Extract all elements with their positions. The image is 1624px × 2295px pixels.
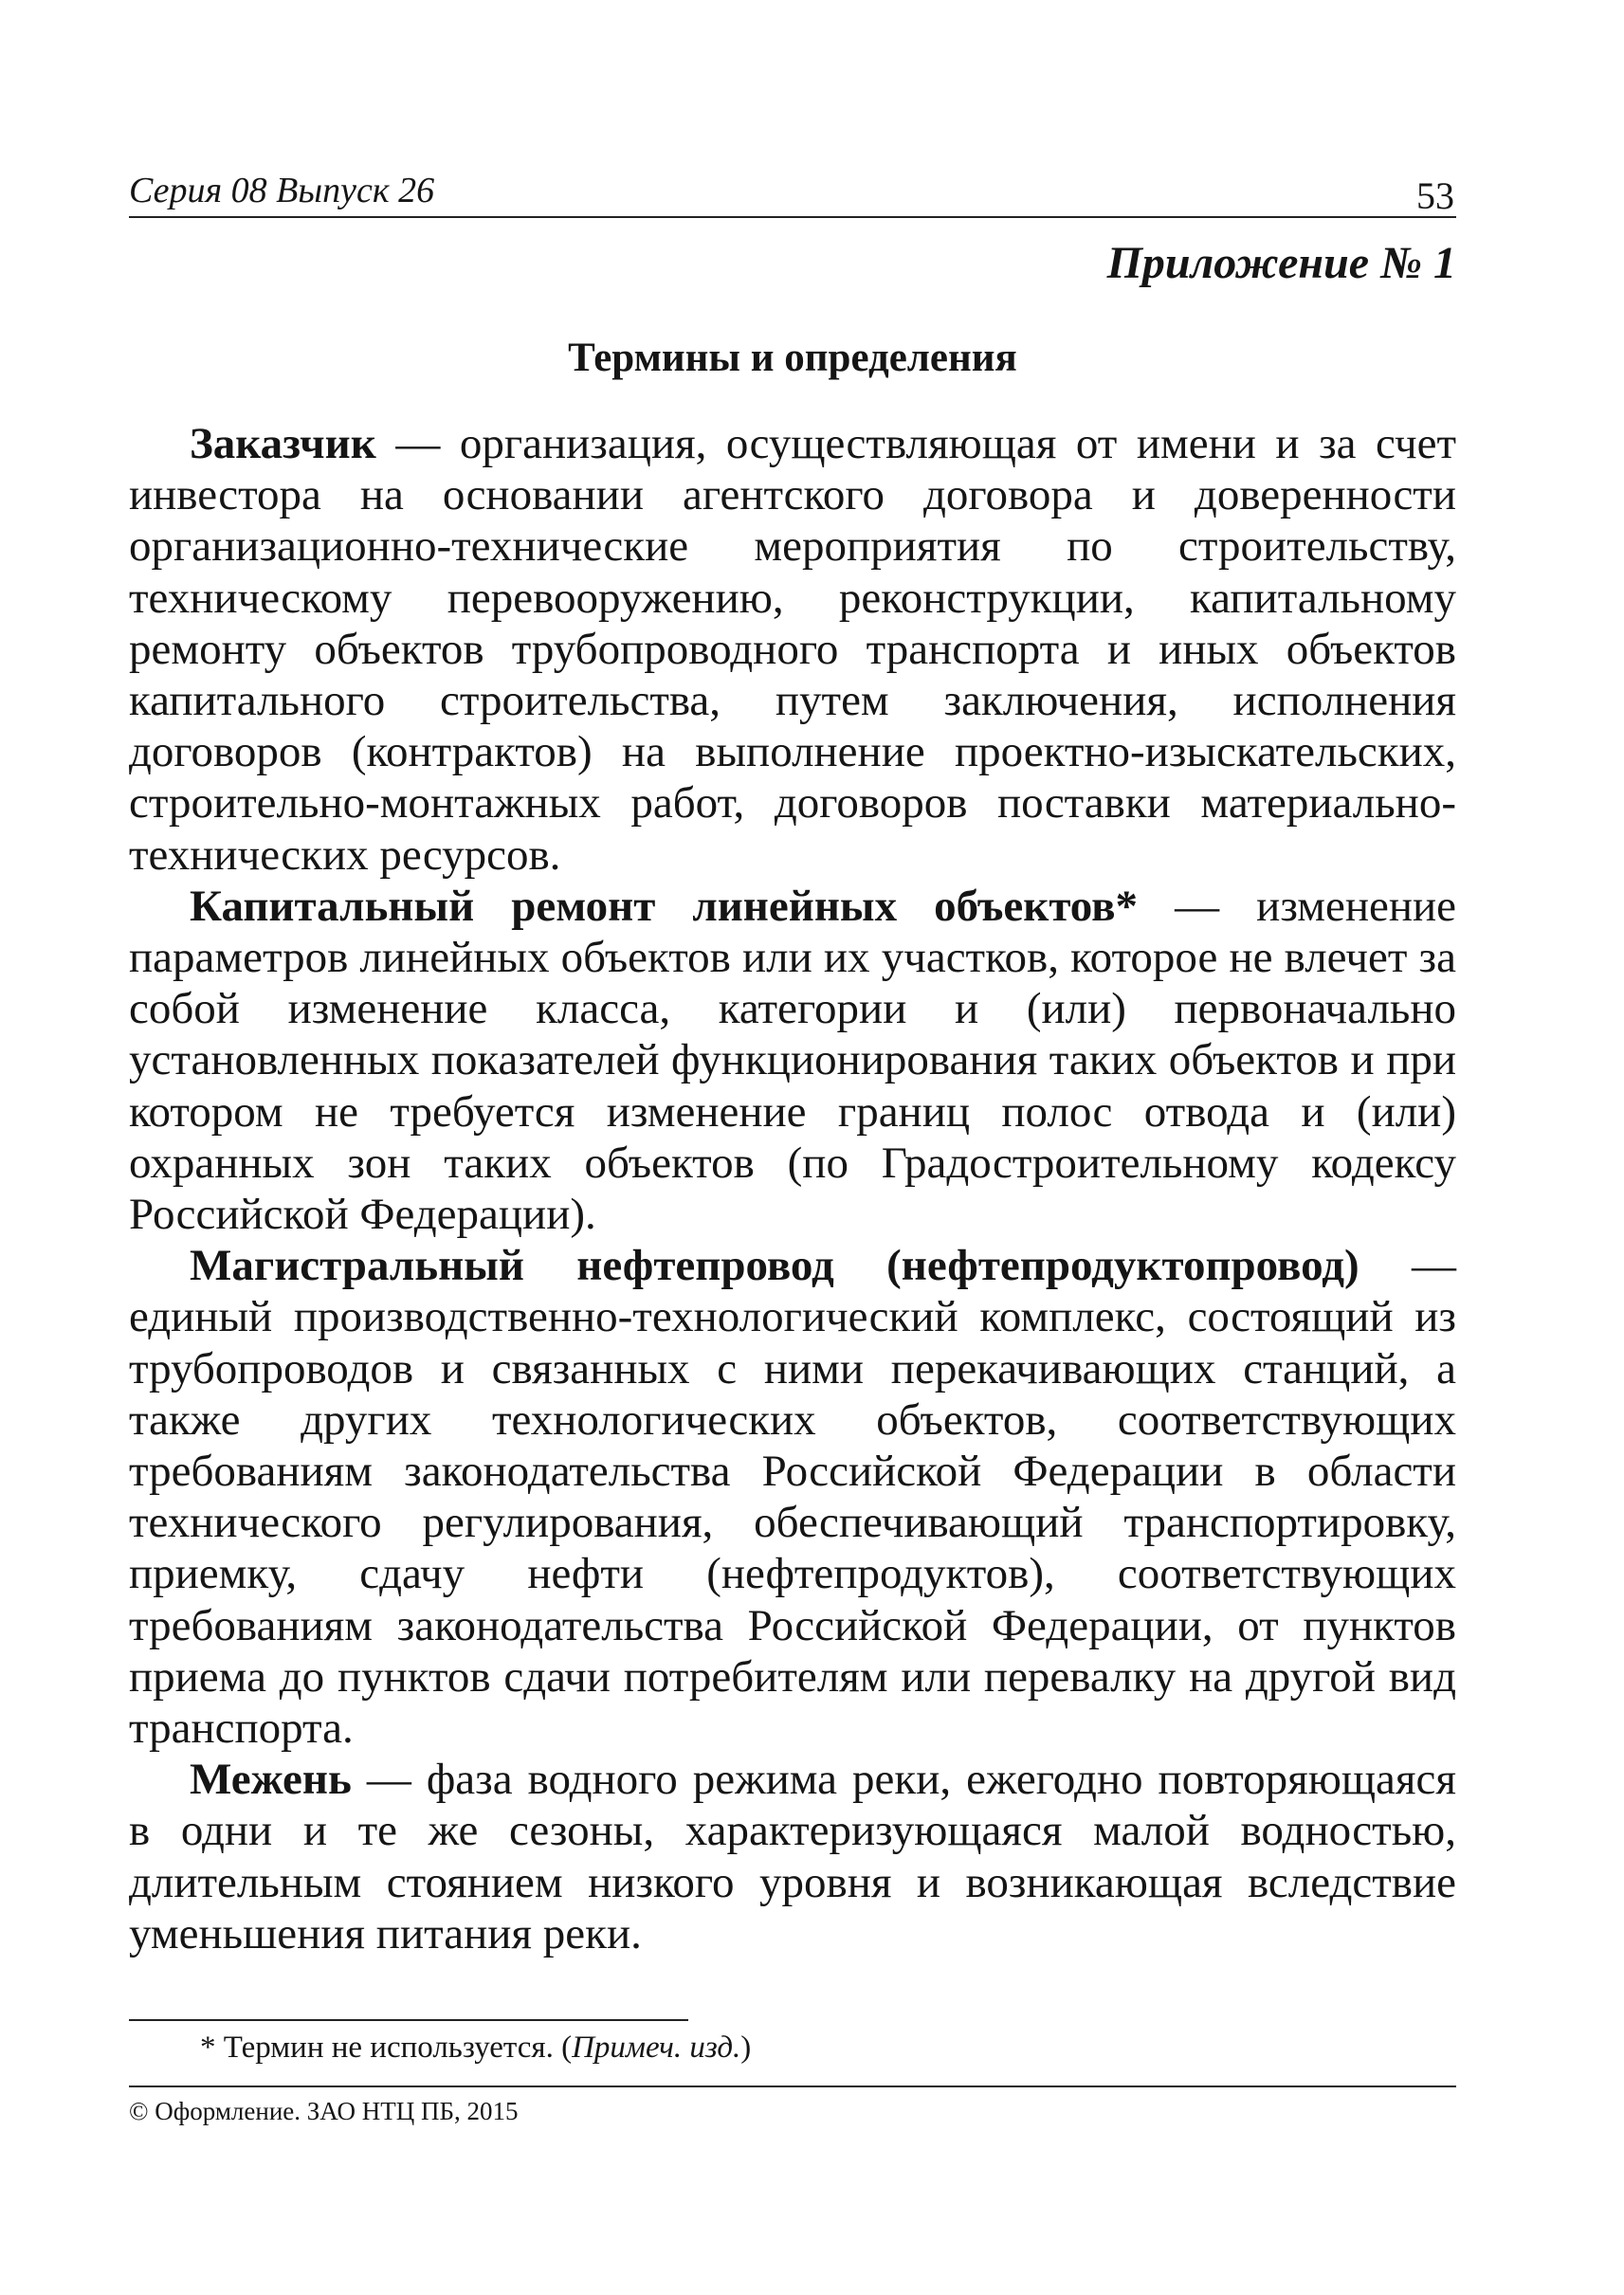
term-name: Магистральный нефтепровод (нефтепродуктопровод)	[190, 1241, 1359, 1291]
definitions-body	[129, 418, 1456, 1959]
running-head	[129, 169, 1456, 218]
term-definition: — организация, осуществляющая от имени и за счет инвестора на основании агентского договора и доверенности организационно-технические мероприятия по строительству, техническому перевооружению, реконструкции, капитальному ремонту объектов трубопроводного транспорта и иных объектов капитального строительства, путем заключения, исполнения договоров (контрактов) на выполнение проектно-изыскательских, строительно-монтажных работ, договоров поставки материально-технических ресурсов.	[129, 419, 1456, 880]
appendix-label: Приложение № 1	[1106, 238, 1456, 288]
footnote-close: )	[740, 2031, 752, 2065]
footnote-text: * Термин не используется. (	[200, 2031, 573, 2065]
footnote-note: Примеч. изд.	[572, 2031, 741, 2065]
term-name: Капитальный ремонт линейных объектов*	[190, 881, 1139, 931]
series-label: Серия 08 Выпуск 26	[129, 171, 435, 210]
definition-paragraph	[129, 418, 1456, 881]
section-title: Термины и определения	[568, 336, 1017, 380]
definition-paragraph	[129, 881, 1456, 1240]
footnote-separator	[129, 2019, 688, 2021]
term-name: Межень	[190, 1755, 352, 1805]
term-definition: — единый производственно-технологический комплекс, состоящий из трубопроводов и связанных с ними перекачивающих станций, а также других технологических объектов, соответствующих требованиям законодательства Российской Федерации в области технического регулирования, обеспечивающий транспортировку, приемку, сдачу нефти (нефтепродуктов), соответствующих требованиям законодательства Российской Федерации, от пунктов приема до пунктов сдачи потребителям или перевалку на другой вид транспорта.	[129, 1241, 1457, 1754]
footer-rule	[129, 2086, 1456, 2087]
page-number: 53	[1416, 174, 1454, 217]
document-page	[129, 0, 1456, 2295]
term-name: Заказчик	[190, 419, 376, 468]
footnote	[200, 2027, 751, 2068]
term-definition: — фаза водного режима реки, ежегодно повторяющаяся в одни и те же сезоны, характеризующаяся малой водностью, длительным стоянием низкого уровня и возникающая вследствие уменьшения питания реки.	[129, 1755, 1456, 1958]
term-definition: — изменение параметров линейных объектов или их участков, которое не влечет за собой изменение класса, категории и (или) первоначально установленных показателей функционирования таких объектов и при котором не требуется изменение границ полос отвода и (или) охранных зон таких объектов (по Градостроительному кодексу Российской Федерации).	[129, 881, 1457, 1240]
definition-paragraph	[129, 1754, 1456, 1959]
definition-paragraph	[129, 1240, 1456, 1754]
copyright: © Оформление. ЗАО НТЦ ПБ, 2015	[129, 2097, 519, 2125]
